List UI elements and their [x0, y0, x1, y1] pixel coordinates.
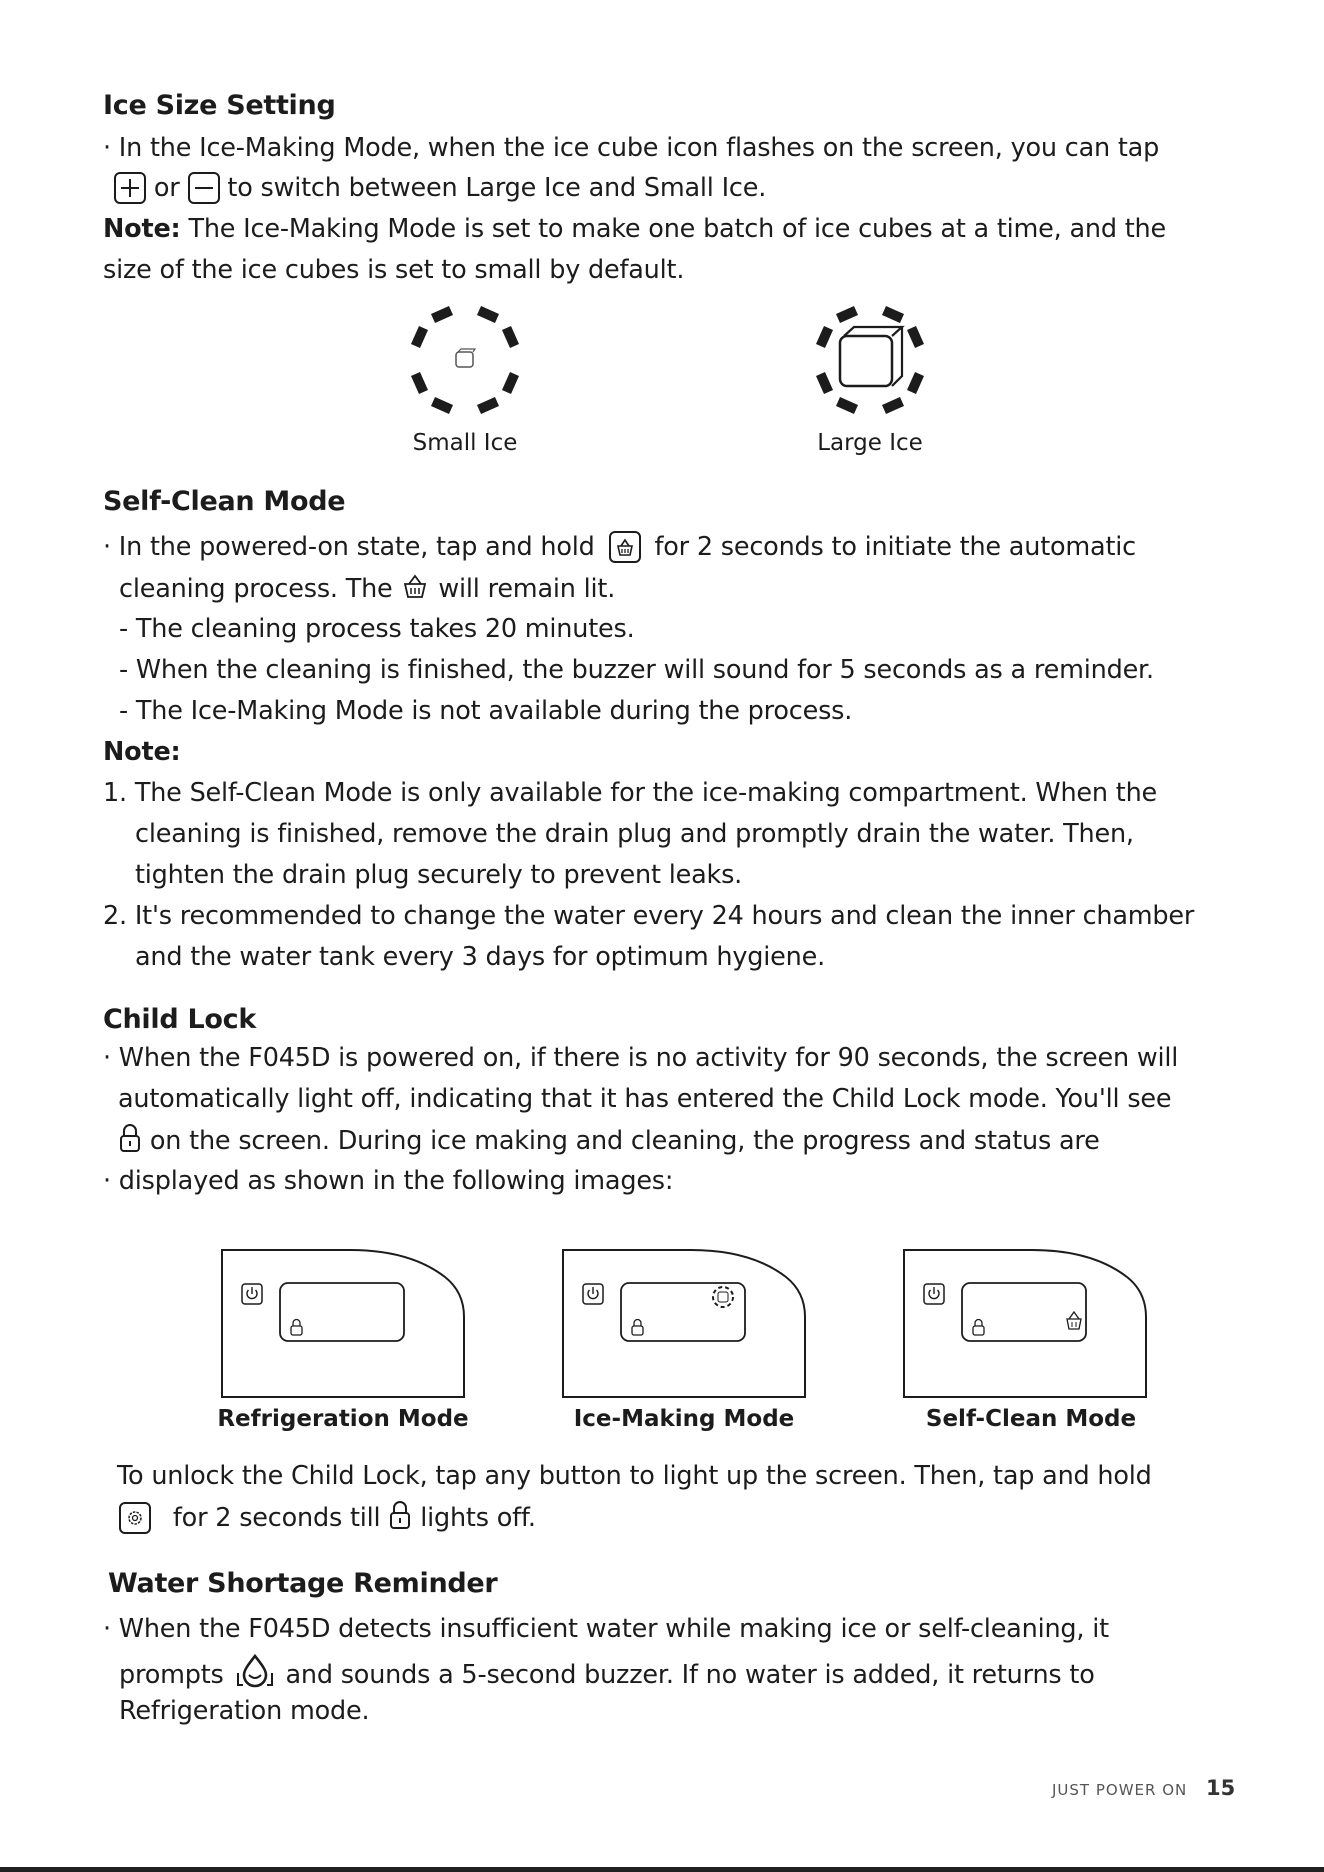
self-clean-note1-line3: tighten the drain plug securely to prevent leaks. [135, 860, 743, 890]
self-clean-button-icon [609, 531, 641, 563]
child-lock-line2: automatically light off, indicating that it has entered the Child Lock mode. You'll see [118, 1084, 1172, 1114]
self-clean-dash3: - The Ice-Making Mode is not available during the process. [119, 696, 853, 726]
child-lock-line3: on the screen. During ice making and cleaning, the progress and status are [118, 1123, 1100, 1158]
ice-size-line2: or to switch between Large Ice and Small Ice. [114, 171, 766, 205]
ice-size-line1: · In the Ice-Making Mode, when the ice cube icon flashes on the screen, you can tap [103, 133, 1160, 163]
self-clean-note1-line1: 1. The Self-Clean Mode is only available for the ice-making compartment. When the [103, 778, 1158, 808]
page-bottom-bar [0, 1867, 1324, 1872]
child-lock-line1: · When the F045D is powered on, if there is no activity for 90 seconds, the screen will [103, 1043, 1179, 1073]
ice-making-mode-caption: Ice-Making Mode [573, 1406, 795, 1432]
water-shortage-line3: Refrigeration mode. [119, 1696, 370, 1726]
self-clean-dash1: - The cleaning process takes 20 minutes. [119, 614, 635, 644]
self-clean-note1-line2: cleaning is finished, remove the drain plug and promptly drain the water. Then, [135, 819, 1134, 849]
panel-lock-icon [291, 1320, 302, 1336]
unlock-line2: for 2 seconds till lights off. [119, 1500, 536, 1535]
unlock-line1: To unlock the Child Lock, tap any button to light up the screen. Then, tap and hold [117, 1461, 1152, 1491]
self-clean-mode-caption: Self-Clean Mode [925, 1406, 1137, 1432]
self-clean-note2-line2: and the water tank every 3 days for optimum hygiene. [135, 942, 825, 972]
ice-size-note-line1: Note: The Ice-Making Mode is set to make one batch of ice cubes at a time, and the [103, 214, 1167, 244]
self-clean-heading: Self-Clean Mode [103, 486, 346, 517]
water-shortage-line1: · When the F045D detects insufficient water while making ice or self-cleaning, it [103, 1614, 1109, 1644]
water-shortage-line2: prompts and sounds a 5-second buzzer. If no water is added, it returns to [119, 1653, 1095, 1692]
settings-button-icon [119, 1502, 151, 1534]
ice-making-mode-panel [561, 1247, 807, 1399]
self-clean-mode-panel [902, 1247, 1148, 1399]
small-ice-caption: Small Ice [412, 430, 518, 456]
large-ice-icon [810, 300, 930, 420]
large-ice-caption: Large Ice [817, 430, 923, 456]
self-clean-line1: · In the powered-on state, tap and hold for 2 seconds to initiate the automatic [103, 532, 1136, 562]
water-shortage-heading: Water Shortage Reminder [108, 1568, 498, 1599]
minus-icon [188, 172, 220, 204]
child-lock-line4: · displayed as shown in the following images: [103, 1166, 674, 1196]
lock-icon [388, 1500, 412, 1530]
self-clean-note-label: Note: [103, 737, 181, 767]
page-number: 15 [1206, 1776, 1236, 1800]
small-ice-icon [405, 300, 525, 420]
self-clean-dash2: - When the cleaning is finished, the buzzer will sound for 5 seconds as a reminder. [119, 655, 1154, 685]
basket-icon [400, 571, 430, 601]
footer-brand: JUST POWER ON [1052, 1781, 1188, 1799]
ice-size-heading: Ice Size Setting [103, 90, 336, 121]
self-clean-note2-line1: 2. It's recommended to change the water every 24 hours and clean the inner chamber [103, 901, 1195, 931]
ice-size-note-line2: size of the ice cubes is set to small by default. [103, 255, 685, 285]
lock-icon [118, 1123, 142, 1153]
self-clean-line2: cleaning process. The will remain lit. [119, 571, 615, 606]
child-lock-heading: Child Lock [103, 1004, 256, 1035]
refrigeration-mode-panel [220, 1247, 466, 1399]
plus-icon [114, 172, 146, 204]
refrigeration-mode-caption: Refrigeration Mode [217, 1406, 469, 1432]
water-drop-icon [234, 1653, 276, 1689]
